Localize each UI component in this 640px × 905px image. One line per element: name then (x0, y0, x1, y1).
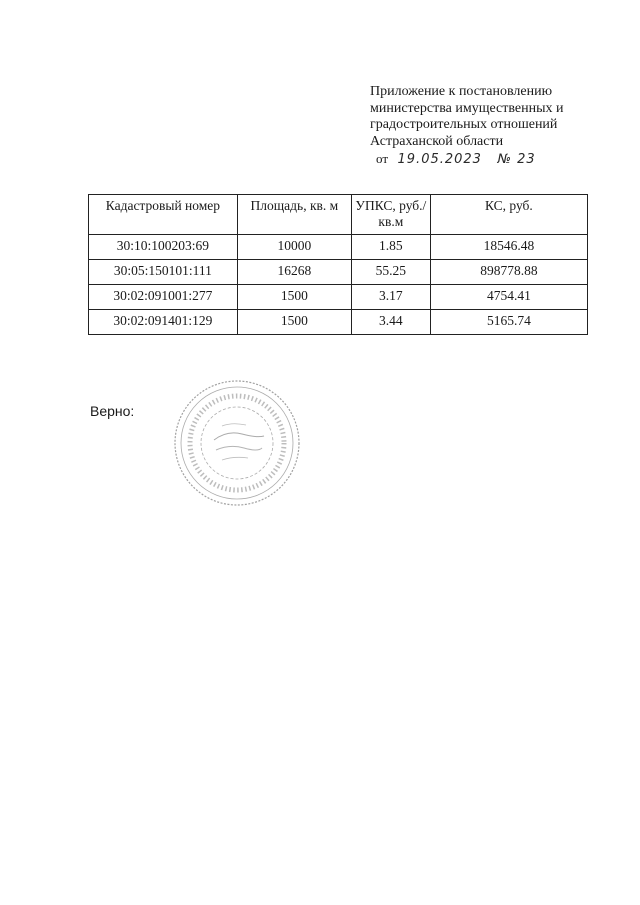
cell-cadastral-number: 30:05:150101:111 (89, 260, 238, 285)
cell-upks: 3.44 (351, 310, 430, 335)
handwritten-date: 19.05.2023 (397, 152, 482, 167)
header-line-4: Астраханской области (370, 133, 504, 149)
cadastral-table (88, 194, 588, 335)
column-header-upks-label: УПКС, руб./кв.м (355, 198, 427, 229)
cell-ks: 898778.88 (430, 260, 587, 285)
column-header-upks (351, 195, 430, 235)
column-header-cadastral-number: Кадастровый номер (89, 195, 238, 235)
handwritten-number: № 23 (497, 152, 536, 167)
header-line-1: Приложение к постановлению (370, 84, 553, 99)
header-line-2: министерства имущественных и (370, 100, 564, 116)
table-row (89, 260, 588, 285)
table-header-row (89, 195, 588, 235)
cell-cadastral-number: 30:10:100203:69 (89, 235, 238, 260)
date-prefix: от (376, 151, 389, 166)
table-row (89, 285, 588, 310)
date-line (370, 151, 630, 169)
header-line-3: градостроительных отношений (370, 117, 558, 132)
cell-ks: 18546.48 (430, 235, 587, 260)
cell-upks: 1.85 (351, 235, 430, 260)
cell-area: 16268 (237, 260, 351, 285)
cell-area: 1500 (237, 285, 351, 310)
column-header-ks: КС, руб. (430, 195, 587, 235)
appendix-header (370, 84, 630, 169)
cell-ks: 4754.41 (430, 285, 587, 310)
table-row (89, 310, 588, 335)
column-header-area: Площадь, кв. м (237, 195, 351, 235)
table-row (89, 235, 588, 260)
cell-upks: 55.25 (351, 260, 430, 285)
cell-ks: 5165.74 (430, 310, 587, 335)
official-stamp-icon (172, 378, 302, 508)
cell-upks: 3.17 (351, 285, 430, 310)
verno-label: Верно: (90, 403, 135, 419)
cell-cadastral-number: 30:02:091001:277 (89, 285, 238, 310)
cell-cadastral-number: 30:02:091401:129 (89, 310, 238, 335)
cell-area: 1500 (237, 310, 351, 335)
cell-area: 10000 (237, 235, 351, 260)
